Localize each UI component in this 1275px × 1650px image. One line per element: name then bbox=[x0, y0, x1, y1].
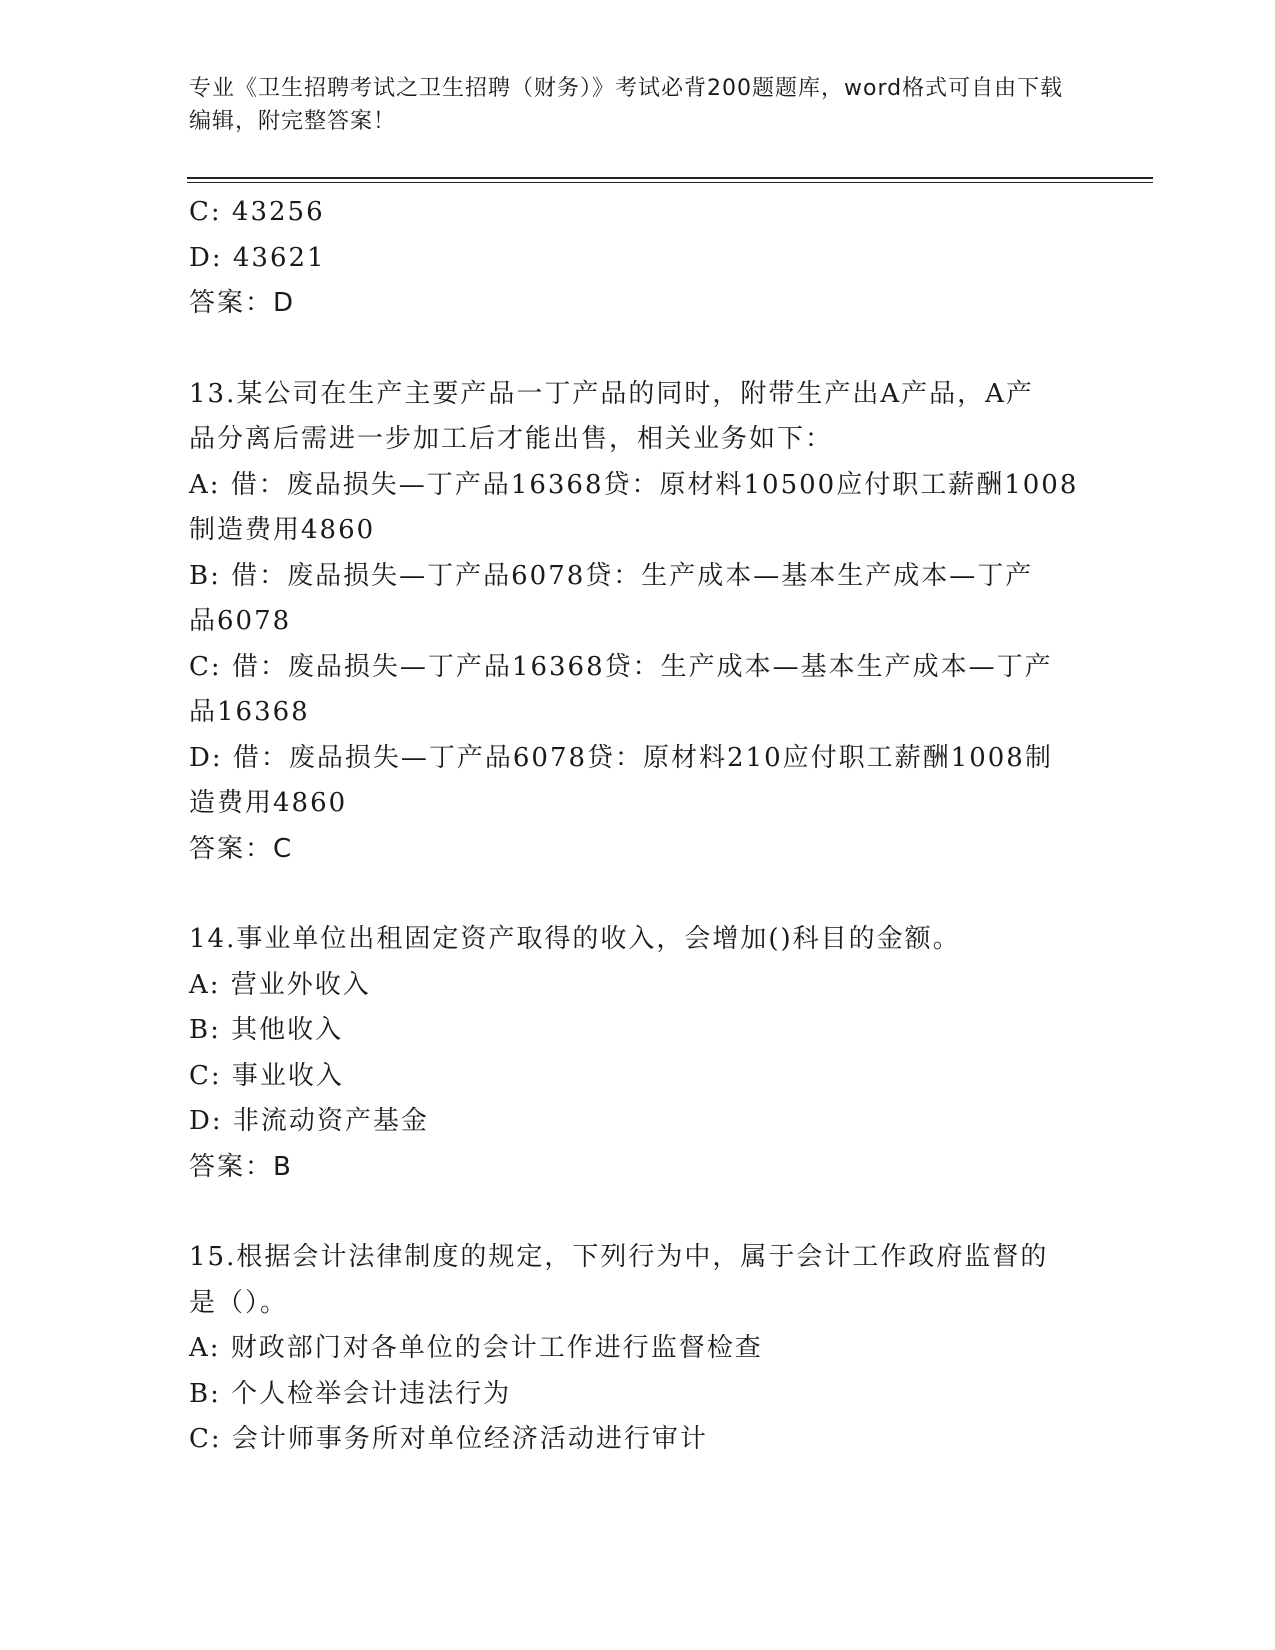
q13-stem-line1: 13.某公司在生产主要产品一丁产品的同时，附带生产出A产品，A产 bbox=[189, 378, 1034, 409]
q13-option-a-line2: 制造费用4860 bbox=[189, 515, 376, 545]
question-content bbox=[189, 190, 1089, 1463]
header-rule-thick bbox=[187, 177, 1153, 179]
q15-stem-line1: 15.根据会计法律制度的规定，下列行为中，属于会计工作政府监督的 bbox=[189, 1242, 1049, 1272]
q15-option-c: C: 会计师事务所对单位经济活动进行审计 bbox=[189, 1424, 708, 1454]
header-rule-thin bbox=[187, 182, 1153, 183]
q13-option-a-line1: A: 借：废品损失—丁产品16368贷：原材料10500应付职工薪酬1008 bbox=[189, 469, 1079, 500]
q15-stem-line2: 是（）。 bbox=[189, 1287, 289, 1318]
q13-answer: 答案：C bbox=[189, 833, 294, 864]
q14-option-c: C: 事业收入 bbox=[189, 1060, 344, 1091]
q13-option-b-line1: B: 借：废品损失—丁产品6078贷：生产成本—基本生产成本—丁产 bbox=[189, 560, 1034, 591]
q14-stem: 14.事业单位出租固定资产取得的收入，会增加()科目的金额。 bbox=[189, 924, 961, 954]
q15-option-a: A: 财政部门对各单位的会计工作进行监督检查 bbox=[189, 1333, 763, 1363]
page-header-title: 专业《卫生招聘考试之卫生招聘（财务）》考试必背200题题库，word格式可自由下载编辑，附完整答案！ bbox=[189, 76, 1064, 134]
q13-option-d-line2: 造费用4860 bbox=[189, 788, 348, 818]
q14-option-b: B: 其他收入 bbox=[189, 1015, 344, 1045]
q14-answer: 答案：B bbox=[189, 1151, 293, 1182]
spacer bbox=[189, 1190, 1089, 1235]
prev-answer: 答案：D bbox=[189, 288, 296, 318]
q13-stem-line2: 品分离后需进一步加工后才能出售，相关业务如下： bbox=[189, 424, 834, 454]
prev-option-d: D: 43621 bbox=[189, 242, 326, 273]
q13-option-c-line2: 品16368 bbox=[189, 697, 310, 727]
q13-option-d-line1: D: 借：废品损失—丁产品6078贷：原材料210应付职工薪酬1008制 bbox=[189, 742, 1053, 773]
q13-option-b-line2: 品6078 bbox=[189, 606, 292, 636]
spacer bbox=[189, 872, 1089, 917]
spacer bbox=[189, 327, 1089, 372]
q14-option-a: A: 营业外收入 bbox=[189, 969, 371, 1000]
q14-option-d: D: 非流动资产基金 bbox=[189, 1106, 429, 1136]
q15-option-b: B: 个人检举会计违法行为 bbox=[189, 1378, 512, 1409]
prev-option-c: C: 43256 bbox=[189, 197, 325, 227]
q13-option-c-line1: C: 借：废品损失—丁产品16368贷：生产成本—基本生产成本—丁产 bbox=[189, 651, 1053, 682]
